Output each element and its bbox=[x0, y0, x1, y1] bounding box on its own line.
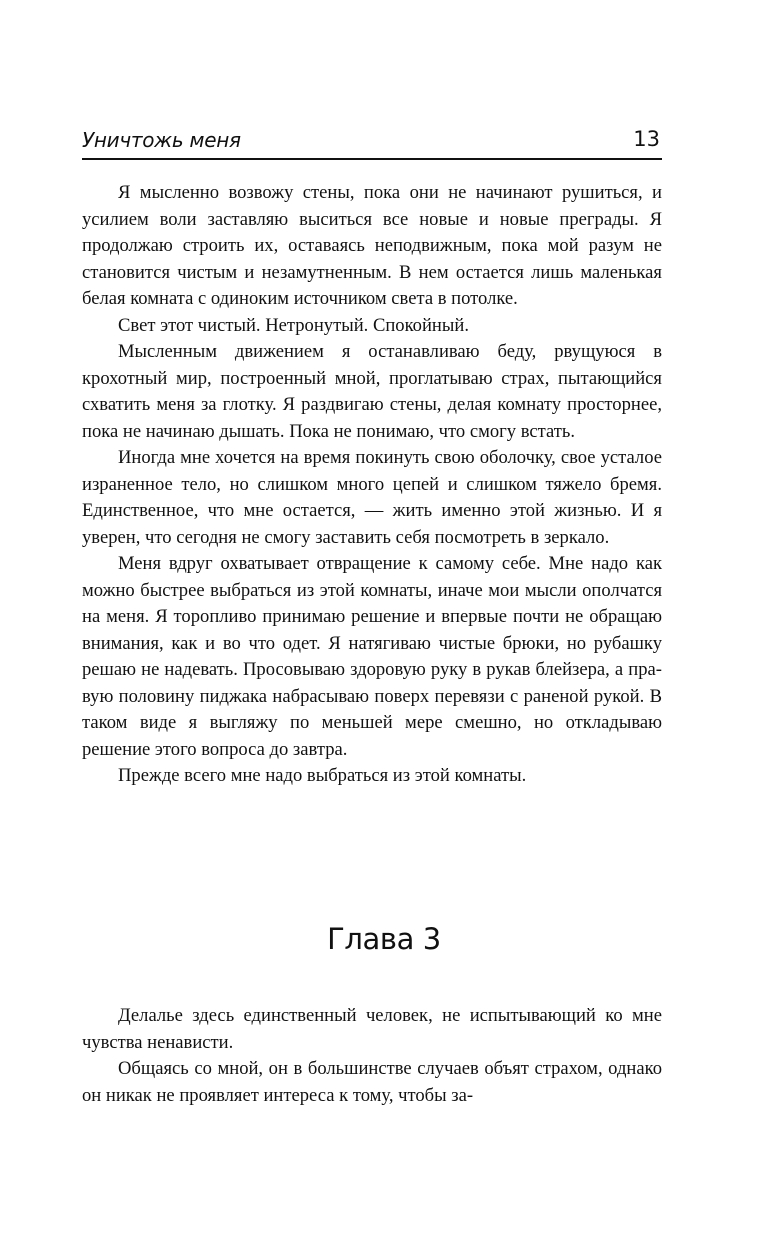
paragraph: Я мысленно возвожу стены, пока они не начинают рушиться, и усилием воли заставляю выситься все новые и новые преграды. Я продолжаю строить их, оставаясь неподвижным, пока мой разум не становится чистым и незамутненным. В нем остается лишь маленькая белая комната с одиноким источником света в потолке. bbox=[82, 182, 662, 309]
paragraph: Общаясь со мной, он в большинстве случаев объят страхом, однако он никак не проявляет интереса к тому, чтобы за- bbox=[82, 1058, 662, 1106]
body-text-before-chapter bbox=[82, 180, 662, 790]
page-number: 13 bbox=[633, 127, 660, 151]
paragraph: Мысленным движением я останавливаю беду, рвущуюся в крохотный мир, построенный мной, проглатываю страх, пытающийся схватить меня за глотку. Я раздвигаю стены, делая комнату просторнее, пока не начинаю дышать. Пока не понимаю, что смогу встать. bbox=[82, 341, 662, 442]
paragraph: Свет этот чистый. Нетронутый. Спокойный. bbox=[118, 314, 469, 336]
chapter-title: Глава 3 bbox=[327, 922, 441, 956]
paragraph: Делалье здесь единственный человек, не испытывающий ко мне чувства ненависти. bbox=[82, 1005, 662, 1053]
body-text-after-chapter bbox=[82, 1003, 662, 1109]
paragraph: Прежде всего мне надо выбраться из этой комнаты. bbox=[118, 765, 527, 786]
paragraph: Иногда мне хочется на время покинуть свою оболочку, свое усталое израненное тело, но слишком много цепей и слишком тяжело бремя. Единственное, что мне остается, — жить именно этой жизнью. И я уверен, что сегодня не смогу заставить себя посмотреть в зеркало. bbox=[82, 447, 662, 548]
running-header bbox=[82, 124, 662, 160]
running-title: Уничтожь меня bbox=[82, 128, 241, 152]
paragraph: Меня вдруг охватывает отвращение к самому себе. Мне надо как можно быстрее выбраться из этой комнаты, иначе мои мысли ополчатся на меня. Я торопливо принимаю решение и впервые почти не обращаю внимания, как и во что одет. Я натягиваю чистые брюки, но рубашку решаю не надевать. Просовываю здоровую руку в рукав блейзера, а правую половину пиджака набрасываю поверх перевязи с раненой рукой. В таком виде я выгляжу по меньшей мере смешно, но откладываю решение этого вопроса до завтра. bbox=[82, 553, 662, 760]
